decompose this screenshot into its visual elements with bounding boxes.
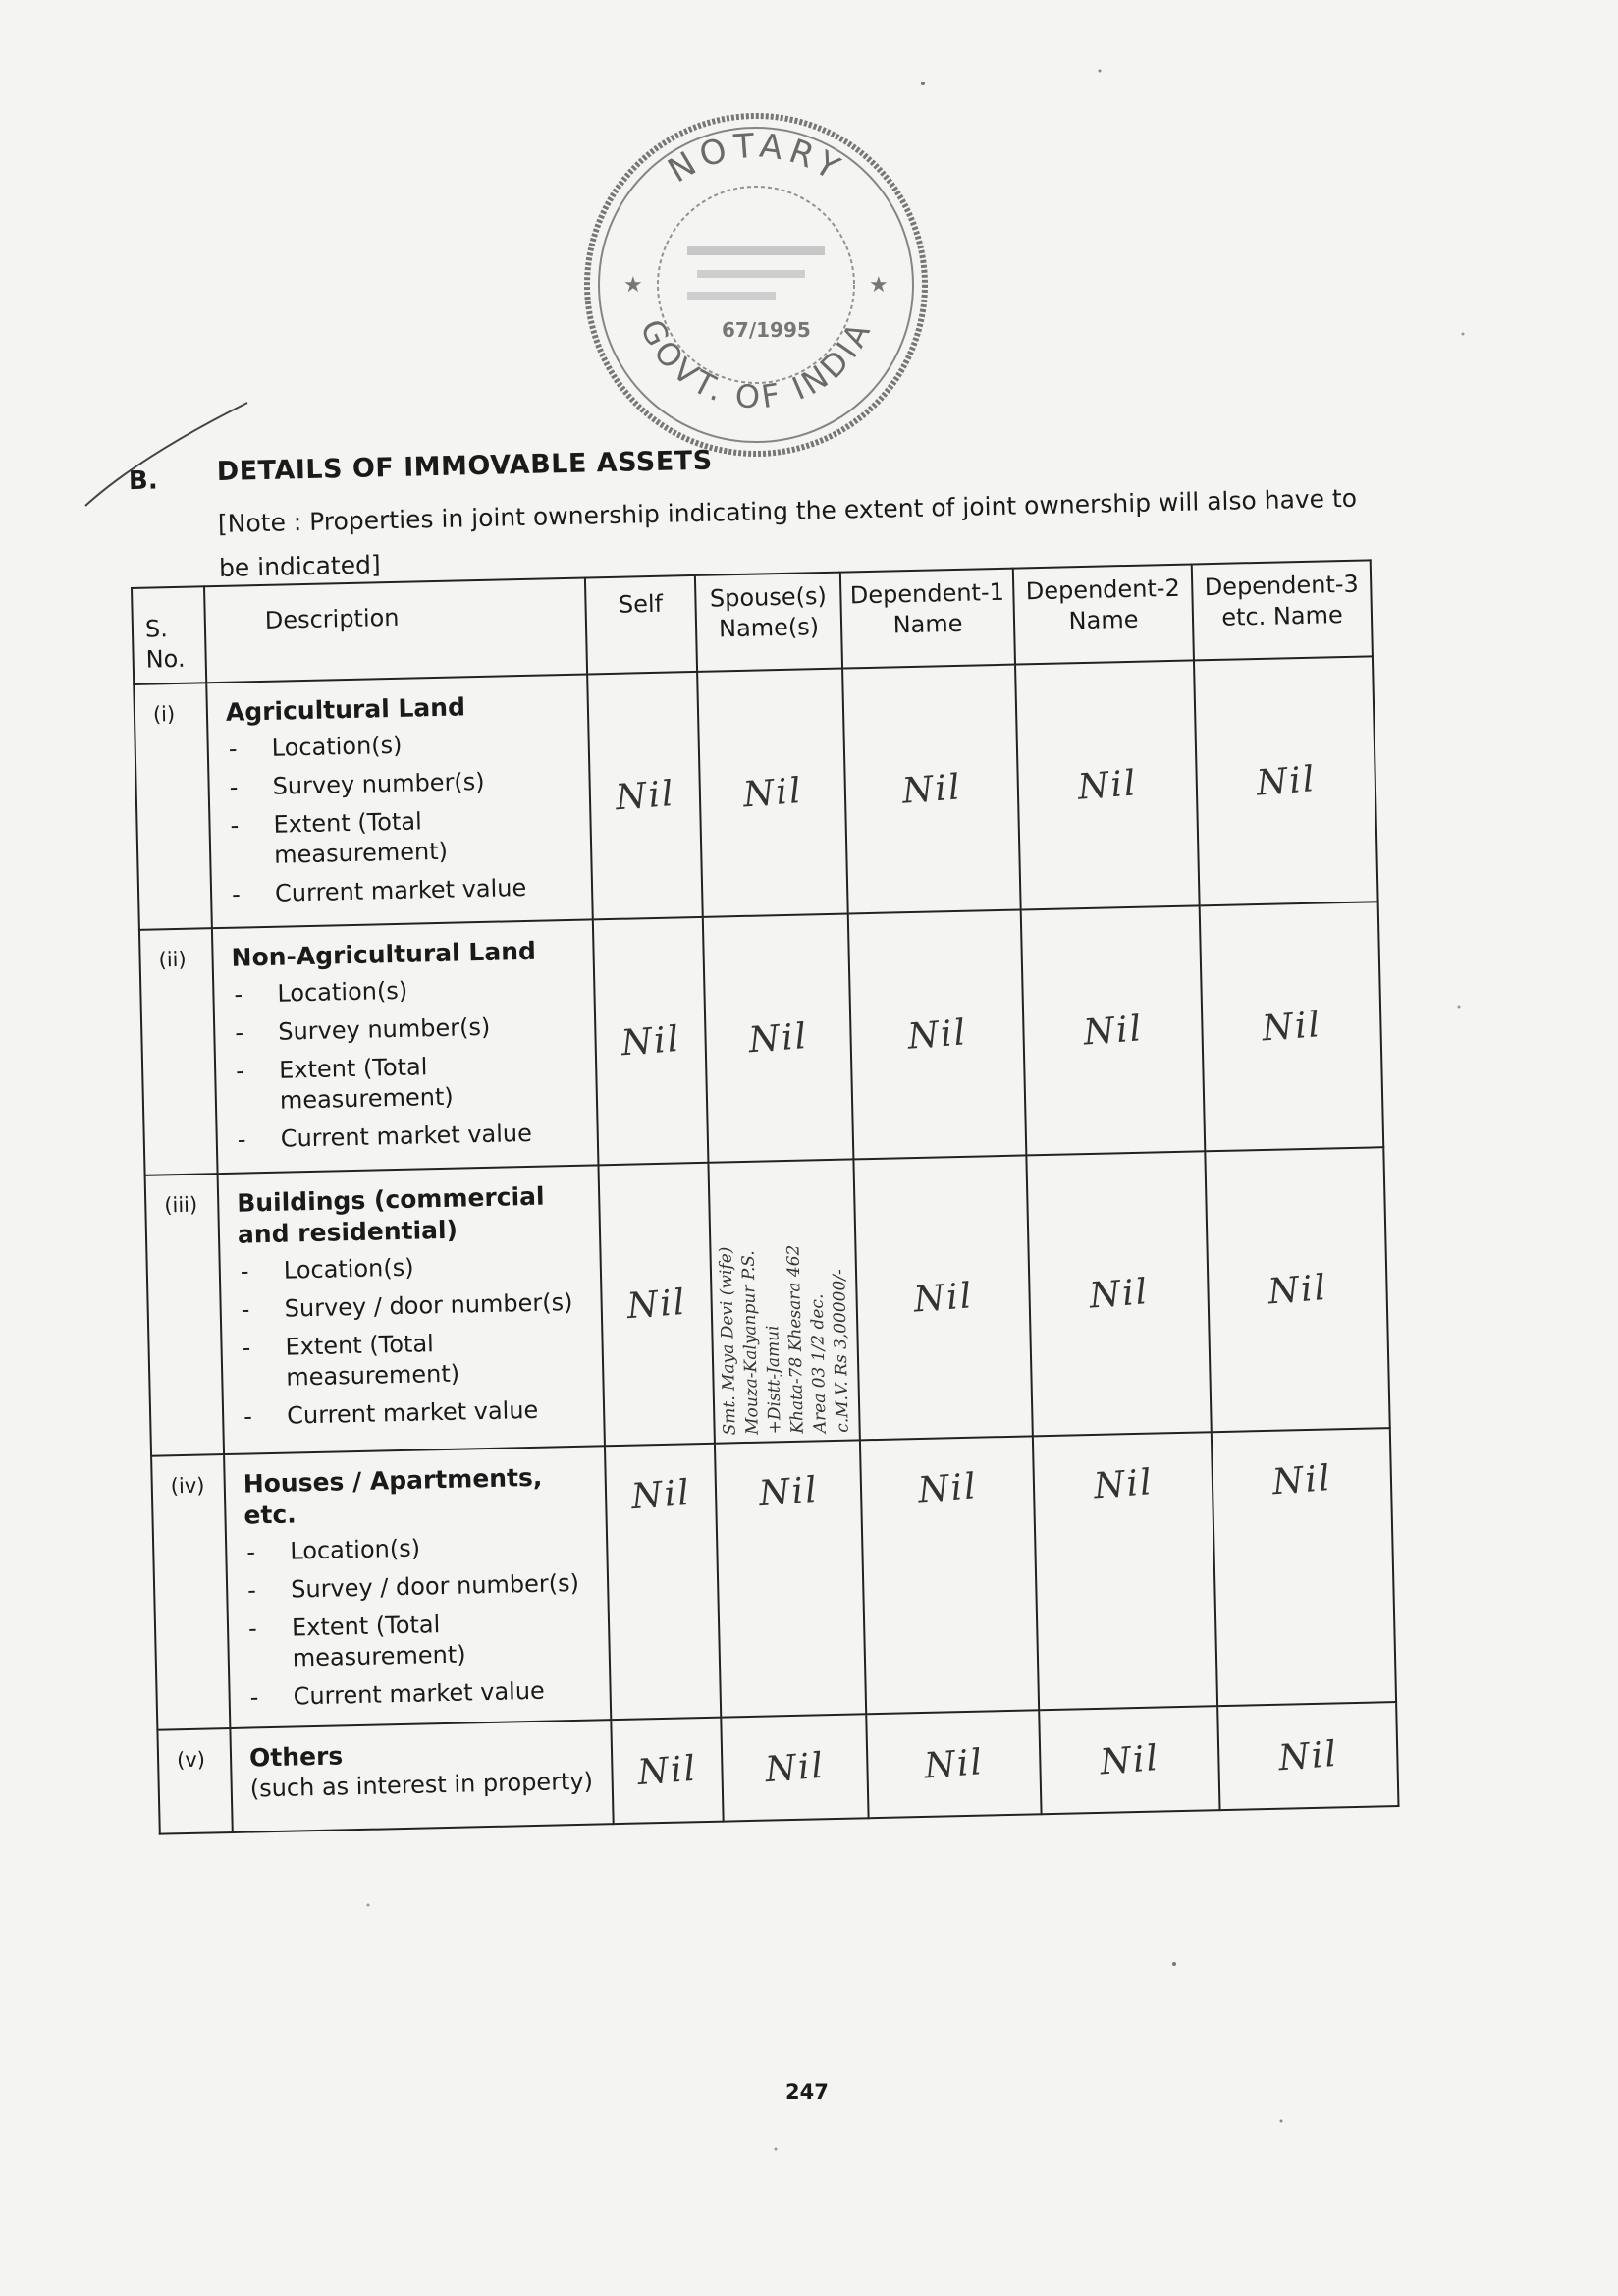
row-subtext: (such as interest in property) [249,1767,594,1803]
section-note: [Note : Properties in joint ownership indicating the extent of joint ownership will also have to be indicated] [217,483,1358,583]
handwritten-line: Khata-78 Khesara 462 [783,1244,808,1435]
handwritten-line: c.M.V. Rs 3,00000/- [829,1269,853,1433]
table-row [139,902,1383,1175]
header-dependent-2: Dependent-2 Name [1013,564,1194,664]
row-number: (iii) [145,1174,224,1456]
row-description [212,919,599,1174]
row-number: (v) [157,1728,232,1834]
seal-number: 67/1995 [722,318,811,342]
list-item: - Current market value [242,1394,598,1432]
row-category: Others [248,1741,344,1773]
handwritten-value: Nil [629,1472,692,1518]
handwritten-value: Nil [1092,1462,1155,1507]
row-number: (i) [134,683,212,930]
header-dependent-3: Dependent-3 etc. Name [1192,560,1373,660]
list-item: - Current market value [247,1674,604,1713]
header-dependent-1: Dependent-1 Name [840,569,1015,669]
header-spouse: Spouse(s) Name(s) [695,573,842,672]
header-sno: S. No. [132,586,206,684]
row-category: Agricultural Land [225,692,466,727]
list-item: - Location(s) [226,727,582,765]
handwritten-value: Nil [922,1741,986,1786]
handwritten-value: Nil [1260,1004,1323,1049]
table-row [134,656,1377,930]
list-item: - Location(s) [238,1248,594,1286]
row-description [224,1446,611,1728]
table-row [145,1147,1390,1456]
list-item: - Location(s) [232,972,588,1011]
list-item: - Survey / door number(s) [245,1567,602,1606]
immovable-assets-table [131,559,1398,1834]
list-item: - Survey number(s) [227,765,583,803]
list-item: - Current market value [230,872,586,910]
handwritten-value: Nil [757,1469,820,1515]
header-self: Self [585,575,697,675]
row-description [218,1165,605,1454]
handwritten-value: Nil [763,1745,827,1790]
handwritten-value: Nil [1098,1737,1161,1782]
handwritten-value: Nil [1276,1733,1340,1778]
list-item: - Survey number(s) [233,1011,589,1049]
list-item: - Extent (Total measurement) [240,1325,596,1394]
svg-text:GOVT. OF INDIA: GOVT. OF INDIA [632,313,880,416]
table-row [151,1428,1396,1730]
row-category: Houses / Apartments, etc. [243,1462,543,1530]
section-title: DETAILS OF IMMOVABLE ASSETS [216,445,713,488]
row-description [230,1720,613,1832]
list-item: - Location(s) [244,1529,601,1567]
spouse-building-details [708,1159,859,1443]
handwritten-value: Nil [1087,1271,1151,1317]
handwritten-value: Nil [741,770,804,815]
list-item: - Current market value [235,1118,591,1156]
row-category: Buildings (commercial and residential) [236,1181,545,1249]
row-category: Non-Agricultural Land [231,936,537,972]
row-number: (ii) [139,928,218,1175]
handwritten-value: Nil [1255,758,1318,804]
row-number: (iv) [151,1454,230,1730]
handwritten-line: +Distt-Jamui [763,1325,785,1435]
handwritten-value: Nil [911,1275,975,1321]
handwritten-value: Nil [1081,1008,1145,1054]
handwritten-value: Nil [900,766,963,812]
handwritten-value: Nil [619,1018,682,1064]
handwritten-value: Nil [746,1015,810,1061]
handwritten-value: Nil [1266,1267,1329,1312]
svg-text:★: ★ [623,273,643,298]
handwritten-value: Nil [1076,762,1139,808]
handwritten-value: Nil [905,1011,969,1058]
handwritten-value: Nil [916,1466,979,1511]
page-number: 247 [785,2080,829,2104]
svg-text:NOTARY: NOTARY [661,126,851,191]
handwritten-line: Mouza-Kalyanpur P.S. [738,1250,763,1436]
svg-text:★: ★ [869,273,889,298]
notary-seal [574,103,938,466]
handwritten-line: Area 03 1/2 dec. [807,1293,831,1434]
handwritten-value: Nil [635,1748,699,1793]
handwritten-value: Nil [624,1282,688,1327]
row-description [206,674,593,928]
handwritten-line: Smt. Maya Devi (wife) [716,1246,740,1436]
list-item: - Survey / door number(s) [239,1286,595,1325]
handwritten-value: Nil [1270,1457,1333,1503]
list-item: - Extent (Total measurement) [246,1606,603,1674]
list-item: - Extent (Total measurement) [228,803,584,872]
section-letter: B. [128,465,159,497]
list-item: - Extent (Total measurement) [234,1049,590,1118]
handwritten-value: Nil [614,773,676,818]
header-description: Description [204,577,587,683]
